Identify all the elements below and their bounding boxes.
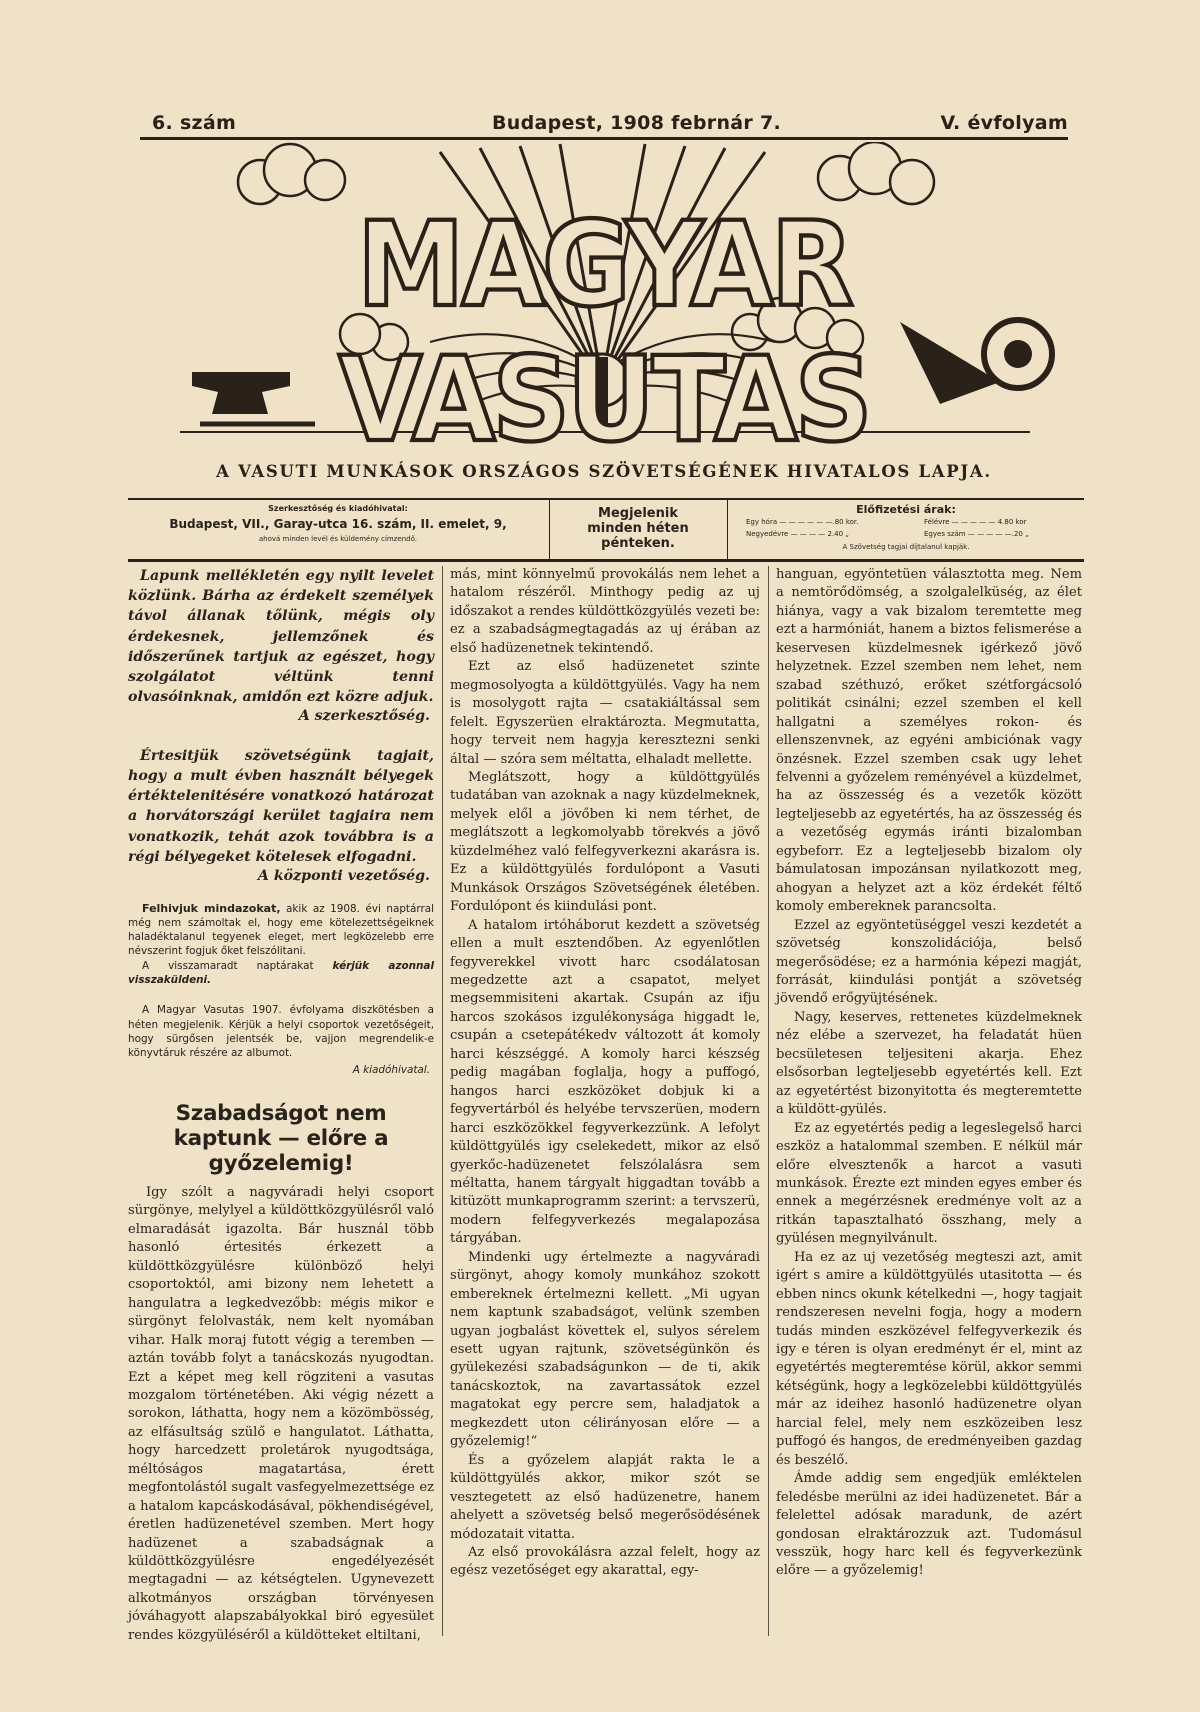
price-note: A Szövetség tagjai díjtalanul kapják. <box>842 543 970 551</box>
price-month: Egy hóra — — — — — —.80 kor. <box>746 518 859 526</box>
appears-line: minden héten <box>587 521 689 536</box>
appears-line: pénteken. <box>601 536 675 551</box>
prices-title: Előfizetési árak: <box>856 503 956 516</box>
column-left <box>128 566 434 1645</box>
office-label: Szerkesztőség és kiadóhivatal: <box>268 504 408 513</box>
notice-calendar <box>128 902 434 959</box>
top-rule <box>140 137 1068 140</box>
article-paragraph: Ez az egyetértés pedig a legeslegelső harci eszköz a hatalommal szemben. E nélkül már előre elvesztenők a harcot a vasuti munkások. Érezte ezt minden egyes ember és ennek a megérzésnek eredménye volt az a ritkán tapasztalható összhang, mely a gyülésen megnyilvánult. <box>776 1120 1082 1247</box>
appearance-info <box>550 506 726 551</box>
article-paragraph: Nagy, keserves, rettenetes küzdelmeknek néz elébe a szervezet, ha feladatát hüen becsületesen teljesiteni akarja. Ehez elsősorban legteljesebb egyetértés kell. Ezt az egyetértést bizonyitotta és megteremtette a küldött-gyülés. <box>776 1009 1082 1118</box>
article-headline: Szabadságot nem kaptunk — előre a győzelemig! <box>173 1100 389 1176</box>
notice-signature: A szerkesztőség. <box>298 708 430 725</box>
notice-body: akik az 1908. évi naptárral még nem számoltak el, hogy eme kötelezettségeiknek haladéktalanul tegyenek eleget, mert legközelebb erre névszerint fogjuk őket felszólitani. <box>128 902 434 958</box>
masthead <box>140 142 1068 468</box>
notice-return-text: A visszamaradt naptárakat <box>142 959 333 972</box>
spacer <box>128 1079 434 1101</box>
article-paragraph: Mindenki ugy értelmezte a nagyváradi sürgönyt, ahogy komoly munkához szokott embereknek értelmezni kellett. „Mi ugyan nem kaptunk szabadságot, velünk szemben ugyan jogbalást követtek el, sulyos sérelem esett ugyan rajtunk, szövetségünkön és gyülekezési szabadságunkon — de ti, akik tanácskoztok, na zavartassátok ezzel magatokat egy percre sem, haladjatok a megkezdett uton célirányosan előre — a győzelemig!“ <box>450 1249 760 1450</box>
article-paragraph: És a győzelem alapját rakta le a küldöttgyülés akkor, mikor szót se vesztegetett az első hadüzenetre, hanem ahelyett a szövetség belső megerősödésének módozatait vitatta. <box>450 1452 760 1542</box>
price-single: Egyes szám — — — — —.20 „ <box>924 530 1029 538</box>
notice-return <box>128 959 434 988</box>
notice-return-emphasis: kérjük azonnal visszaküldeni. <box>128 959 435 987</box>
info-bar <box>128 498 1084 564</box>
subscription-prices <box>728 503 1084 551</box>
article-paragraph: Meglátszott, hogy a küldöttgyülés tudatában van azoknak a nagy küzdelmeknek, melyek elől a jövőben ki nem térhet, de meglátszott a legkomolyabb törekvés a jövő küzdelméhez való felfegyverkezni akarásra is. Ez a küldöttgyülés fordulópont a Vasuti Munkások Országos Szövetségének életében. Fordulópont és kiindulási pont. <box>450 769 760 915</box>
article-paragraph: Ha ez az uj vezetőség megteszi azt, amit igért s amire a küldöttgyülés utasitotta — és ebben nincs okunk kételkedni —, hogy tagjait rendszeresen nevelni fogja, hogy a modern tudás minden eszközével felfegyverkezik és igy e téren is olyan eredményt ér el, mint az egyetértés megteremtése körül, akkor semmi kétségünk, hogy a legközelebbi küldöttgyülés már az ideihez hasonló hadüzenetre olyan harcial felel, mely nem eszközeiben lesz puffogó és hangos, de eredményeiben gazdag és beszélő. <box>776 1249 1082 1468</box>
price-half: Félévre — — — — — 4.80 kor <box>924 518 1027 526</box>
column-middle <box>450 566 760 1581</box>
article-paragraph: Igy szólt a nagyváradi helyi csoport sürgönye, melylyel a küldöttközgyülésről való elmaradását igazolta. Bár husznál több hasonló értesités érkezett a küldöttközgyülésre különböző helyi csoportoktól, ami bizony nem lehetett a hangulatra a legkedvezőbb: mégis mikor e sürgönyt felolvasták, nem kelt nyomában vihar. Halk moraj futott végig a teremben — aztán tovább folyt a tanácskozás nyugodtan. Ezt a képet meg kell rögziteni a vasutas mozgalom történetében. Aki végig nézett a sorokon, láthatta, hogy nem a közömbösség, az elfásultság szülő e hangulatot. Láthatta, hogy harcedzett proletárok nyugodtsága, méltóságos magatartása, érett megfontolástól sugalt vasfegyelmezettsége ez a hatalom kapcáskodásával, pökhendiségével, éretlen hadüzenetével szemben. Mert hogy hadüzenet a szabadságnak a küldöttközgyülésre engedélyezését megtagadni — az kétségtelen. Ugynevezett alkotmányos országban törvényesen jóváhagyott alapszabályokkal biró egyesület rendes közgyüléséről a küldötteket eltiltani, <box>128 1184 434 1643</box>
column-rule <box>768 566 769 1636</box>
article-paragraph: más, mint könnyelmű provokálás nem lehet a hatalom részéről. Minthogy pedig az uj időszakot a rendes küldöttközgyülés vezeti be: ez a szabadságmegtagadás az uj érában az első hadüzenetnek tekintendő. <box>450 567 760 656</box>
appears-line: Megjelenik <box>598 506 678 521</box>
spacer <box>128 886 434 902</box>
office-info <box>128 504 548 543</box>
place-date: Budapest, 1908 febrnár 7. <box>492 112 782 134</box>
notice-signature: A központi vezetőség. <box>257 868 430 885</box>
office-note: ahová minden levél és küldemény címzendő. <box>258 535 418 543</box>
masthead-title: MAGYAR VASUTAS <box>338 198 870 468</box>
issue-number: 6. szám <box>152 112 237 134</box>
article-paragraph: Az első provokálásra azzal felelt, hogy az egész vezetőséget egy akarattal, egy- <box>450 1545 760 1579</box>
notice-archive: A Magyar Vasutas 1907. évfolyama diszkötésben a héten megjelenik. Kérjük a helyi csoportok vezetőségeit, hogy sürgősen jelentsék be, vajjon megrendelik-e könyvtáruk részére az albumot. <box>128 1004 434 1060</box>
spacer <box>128 726 434 746</box>
article-paragraph: Ezzel az egyöntetüséggel veszi kezdetét a szövetség konszolidációja, belső megerősödése; ez a harmónia képezi magját, forrását, kiindulási pontját a szövetség jövendő erőgyüjtésének. <box>776 917 1082 1007</box>
notice-signature: A kiadóhivatal. <box>352 1063 430 1076</box>
info-rule-top <box>128 498 1084 500</box>
price-quarter: Negyedévre — — — — 2.40 „ <box>746 530 849 538</box>
article-paragraph: Ámde addig sem engedjük emléktelen feledésbe merülni az idei hadüzenetet. Bár a felelettel adósak maradunk, de azért gondosan elraktározzuk azt. Tudomásul vesszük, hogy harc kell és fegyverkezünk előre — a győzelemig! <box>776 1471 1082 1579</box>
notice-open-letter: Lapunk mellékletén egy nyilt levelet közlünk. Bárha az érdekelt személyek távol állanak tőlünk, mégis oly érdekesnek, jellemzőnek és időszerűnek tartjuk az egészet, hogy szolgálatot véltünk tenni olvasóinknak, amidőn ezt közre adjuk. <box>128 568 434 706</box>
price-row <box>728 518 1084 528</box>
masthead-subtitle: A VASUTI MUNKÁSOK ORSZÁGOS SZÖVETSÉGÉNEK HIVATALOS LAPJA. <box>216 462 992 481</box>
notice-stamps: Értesitjük szövetségünk tagjait, hogy a mult évben használt bélyegek értéktelenitésére vonatkozó határozat a horvátországi kerület tagjaira nem vonatkozik, tehát azok továbbra is a régi bélyegeket kötelesek elfogadni. <box>128 747 434 865</box>
column-rule <box>442 566 443 1636</box>
info-rule-bottom <box>128 559 1084 562</box>
article-paragraph: A hatalom irtóháborut kezdett a szövetség ellen a mult esztendőben. Az egyenlőtlen fegyverekkel vivott harc csodálatosan megedzette azt a csapatot, melyet megsemmisiteni akartak. Csupán az ifju harcos szokásos izgulékonysága higgadt le, csupán a csetepátékedv változott át komoly harci készséggé. A komoly harci készség pedig magában foglalja, hogy a puffogó, hangos harci eszközöket dobjuk ki a fegyvertárból és helyébe tervszerüen, modern harci eszközökkel fegyverkezzünk. A lefolyt küldöttgyülés igy cselekedett, mikor az első gyerkőc-hadüzenetet felszólalásra sem méltatta, hanem tárgyalt higgadtan tovább a kitüzött munkaprogramm szerint: a tervszerü, modern felfegyverkezés megalapozása tárgyában. <box>450 917 760 1247</box>
price-row <box>728 530 1084 540</box>
office-address: Budapest, VII., Garay-utca 16. szám, II. emelet, 9, <box>169 517 507 531</box>
spacer <box>128 1176 434 1184</box>
notice-lead: Felhivjuk mindazokat, <box>142 901 281 915</box>
spacer <box>128 987 434 1003</box>
article-paragraph: Ezt az első hadüzenetet szinte megmosolyogta a küldöttgyülés. Vagy ha nem is mosolygott rajta — csatakiáltással sem felelt. Egyszerüen elraktározta. Megmutatta, hogy terveit nem hagyja keresztezni senki által — szóra sem méltatta, elhaladt mellette. <box>450 659 760 767</box>
column-right <box>776 566 1082 1581</box>
volume-number: V. évfolyam <box>940 112 1068 134</box>
article-paragraph: hanguan, egyöntetüen választotta meg. Nem a nemtörődömség, a szolgalelküség, az élet hiánya, vagy a vak bizalom teremtette meg ezt a harmóniát, hanem a biztos felismerése a keservesen küzdelmesnek igérkező jövő helyzetnek. Ezzel szemben nem lehet, nem szabad széthuzó, erőket szétforgácsoló politikát csinálni; ezzel szemben el kell hallgatni a személyes rokon- és ellenszenvnek, az egyéni ambiciónak vagy önzésnek. Ezzel szemben csak ugy lehet felvenni a győzelem reményével a küzdelmet, ha az összesség és a vezetők között legteljesebb az egyetértés, ha az összesség és a vezetőség egymás iránti bizalomban egybeforr. Ez a legteljesebb bizalom oly bámulatosan impozánsan nyilatkozott meg, ahogyan a helyzet azt a köz érdekét féltő komoly embereknek parancsolta. <box>776 567 1082 915</box>
